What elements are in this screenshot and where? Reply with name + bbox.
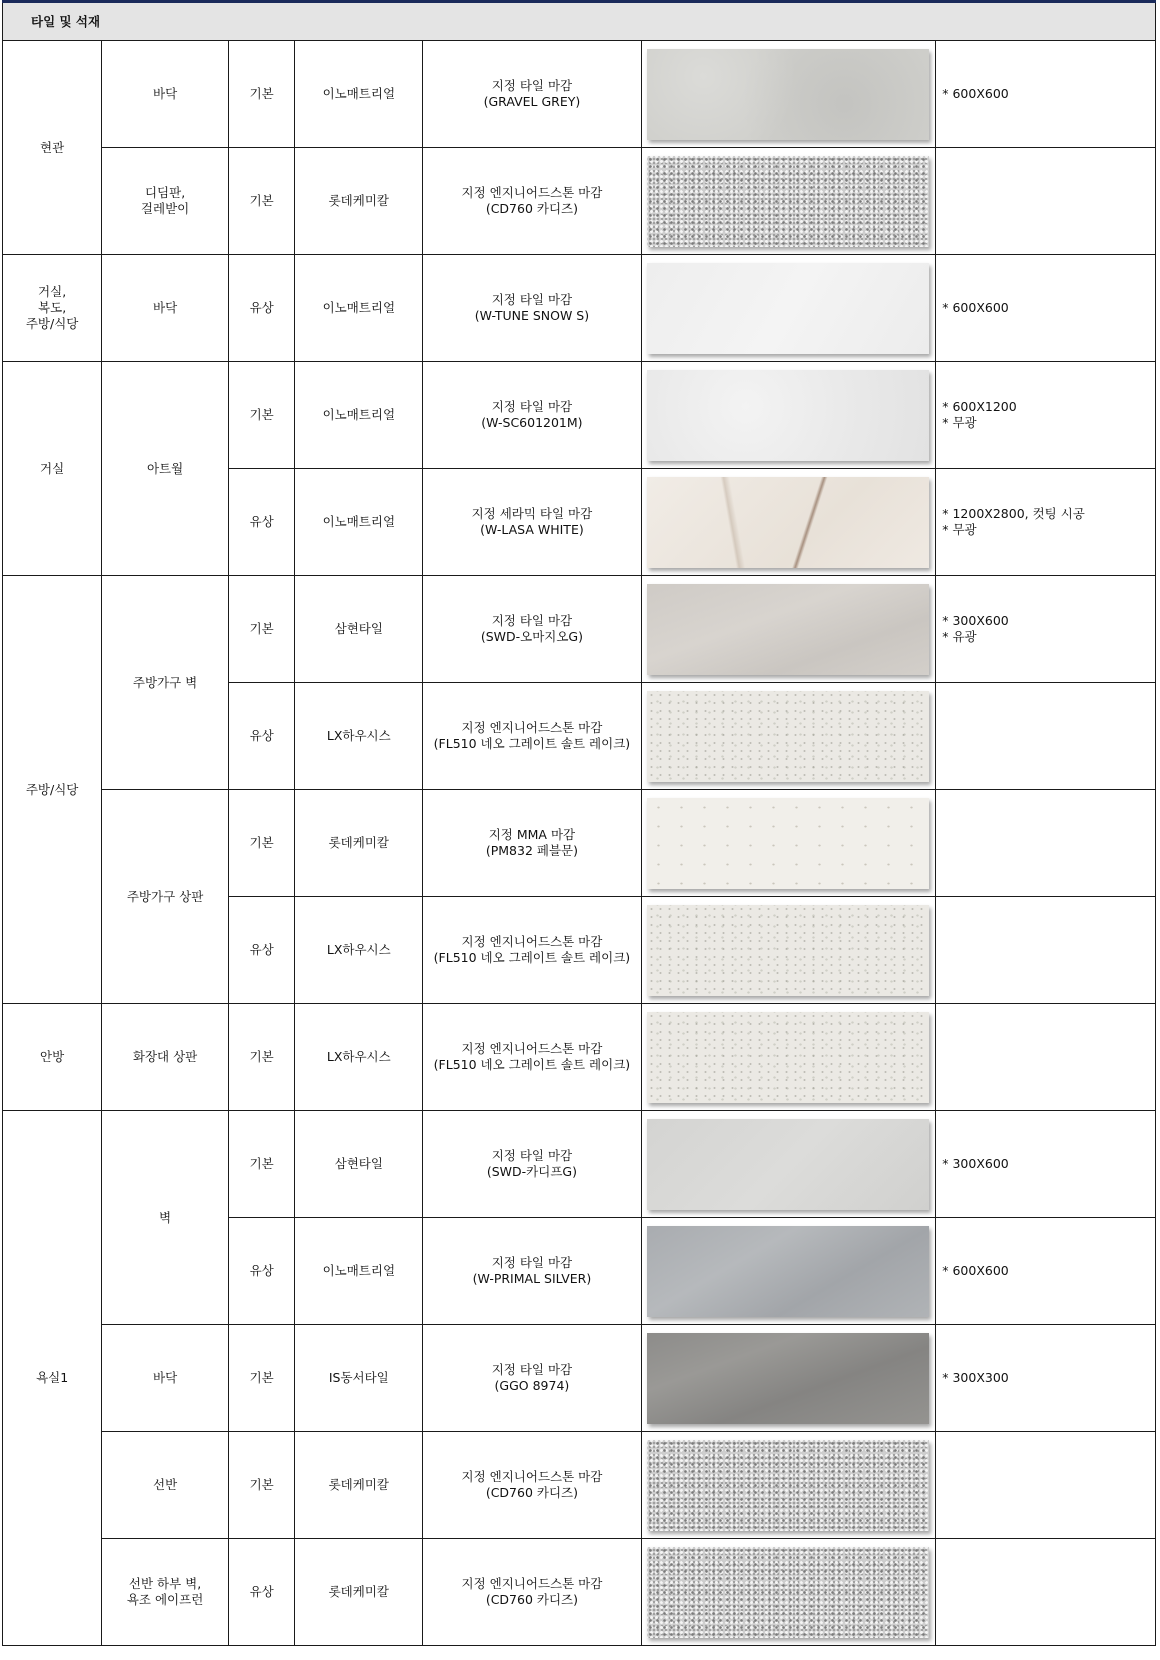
finish-spec-table <box>2 0 1156 1646</box>
maker-cell: LX하우시스 <box>295 897 423 1004</box>
maker-cell: 롯데케미칼 <box>295 1432 423 1539</box>
note-cell: * 300X300 <box>936 1325 1156 1432</box>
swatch-cell <box>641 790 936 897</box>
part-cell: 벽 <box>102 1111 229 1325</box>
grade-cell: 기본 <box>228 1325 295 1432</box>
area-cell: 주방/식당 <box>3 576 102 1004</box>
finish-cell: 지정 타일 마감 (GGO 8974) <box>423 1325 642 1432</box>
swatch-cell <box>641 1218 936 1325</box>
maker-cell: 이노매트리얼 <box>295 255 423 362</box>
maker-cell: 삼현타일 <box>295 1111 423 1218</box>
finish-cell: 지정 세라믹 타일 마감 (W-LASA WHITE) <box>423 469 642 576</box>
maker-cell: 이노매트리얼 <box>295 469 423 576</box>
grade-cell: 기본 <box>228 790 295 897</box>
note-cell: * 1200X2800, 컷팅 시공 * 무광 <box>936 469 1156 576</box>
swd-omaggio-swatch <box>647 584 929 675</box>
maker-cell: LX하우시스 <box>295 683 423 790</box>
ggo-8974-swatch <box>647 1333 929 1424</box>
finish-cell: 지정 타일 마감 (W-PRIMAL SILVER) <box>423 1218 642 1325</box>
grade-cell: 기본 <box>228 1432 295 1539</box>
maker-cell: 이노매트리얼 <box>295 362 423 469</box>
fl510-swatch <box>647 691 929 782</box>
note-cell: * 300X600 <box>936 1111 1156 1218</box>
area-cell: 욕실1 <box>3 1111 102 1646</box>
finish-cell: 지정 타일 마감 (W-TUNE SNOW S) <box>423 255 642 362</box>
w-primal-silver-swatch <box>647 1226 929 1317</box>
part-cell: 바닥 <box>102 255 229 362</box>
gravel-grey-swatch <box>647 49 929 140</box>
note-cell <box>936 1432 1156 1539</box>
swatch-cell <box>641 683 936 790</box>
w-sc601201m-swatch <box>647 370 929 461</box>
finish-cell: 지정 MMA 마감 (PM832 페블문) <box>423 790 642 897</box>
grade-cell: 기본 <box>228 1111 295 1218</box>
part-cell: 선반 <box>102 1432 229 1539</box>
finish-cell: 지정 타일 마감 (GRAVEL GREY) <box>423 41 642 148</box>
note-cell: * 600X600 <box>936 1218 1156 1325</box>
part-cell: 바닥 <box>102 41 229 148</box>
swatch-cell <box>641 255 936 362</box>
finish-cell: 지정 엔지니어드스톤 마감 (CD760 카디즈) <box>423 148 642 255</box>
maker-cell: 이노매트리얼 <box>295 1218 423 1325</box>
finish-cell: 지정 타일 마감 (W-SC601201M) <box>423 362 642 469</box>
grade-cell: 기본 <box>228 362 295 469</box>
finish-cell: 지정 엔지니어드스톤 마감 (FL510 네오 그레이트 솔트 레이크) <box>423 897 642 1004</box>
finish-cell: 지정 타일 마감 (SWD-오마지오G) <box>423 576 642 683</box>
swatch-cell <box>641 148 936 255</box>
fl510-swatch <box>647 1012 929 1103</box>
table-row <box>3 1325 1156 1432</box>
table-row <box>3 1539 1156 1646</box>
table-row <box>3 1432 1156 1539</box>
fl510-swatch <box>647 905 929 996</box>
maker-cell: 롯데케미칼 <box>295 148 423 255</box>
swatch-cell <box>641 1539 936 1646</box>
grade-cell: 기본 <box>228 41 295 148</box>
table-row <box>3 790 1156 897</box>
swatch-cell <box>641 897 936 1004</box>
part-cell: 화장대 상판 <box>102 1004 229 1111</box>
cd760-swatch <box>647 1440 929 1531</box>
table-row <box>3 1111 1156 1218</box>
grade-cell: 유상 <box>228 255 295 362</box>
note-cell: * 300X600 * 유광 <box>936 576 1156 683</box>
finish-cell: 지정 엔지니어드스톤 마감 (FL510 네오 그레이트 솔트 레이크) <box>423 1004 642 1111</box>
part-cell: 주방가구 벽 <box>102 576 229 790</box>
finish-cell: 지정 엔지니어드스톤 마감 (CD760 카디즈) <box>423 1539 642 1646</box>
note-cell: * 600X1200 * 무광 <box>936 362 1156 469</box>
maker-cell: 롯데케미칼 <box>295 1539 423 1646</box>
maker-cell: LX하우시스 <box>295 1004 423 1111</box>
note-cell <box>936 1004 1156 1111</box>
grade-cell: 유상 <box>228 469 295 576</box>
finish-cell: 지정 엔지니어드스톤 마감 (CD760 카디즈) <box>423 1432 642 1539</box>
part-cell: 디딤판, 걸레받이 <box>102 148 229 255</box>
table-row <box>3 1004 1156 1111</box>
note-cell <box>936 897 1156 1004</box>
swatch-cell <box>641 1111 936 1218</box>
area-cell: 거실 <box>3 362 102 576</box>
swatch-cell <box>641 1432 936 1539</box>
swatch-cell <box>641 576 936 683</box>
grade-cell: 기본 <box>228 1004 295 1111</box>
w-lasa-white-swatch <box>647 477 929 568</box>
w-tune-snow-swatch <box>647 263 929 354</box>
swatch-cell <box>641 1325 936 1432</box>
area-cell: 안방 <box>3 1004 102 1111</box>
swd-kadiff-swatch <box>647 1119 929 1210</box>
part-cell: 바닥 <box>102 1325 229 1432</box>
cd760-swatch <box>647 1547 929 1638</box>
swatch-cell <box>641 1004 936 1111</box>
note-cell <box>936 683 1156 790</box>
grade-cell: 유상 <box>228 1218 295 1325</box>
finish-cell: 지정 타일 마감 (SWD-카디프G) <box>423 1111 642 1218</box>
table-row <box>3 148 1156 255</box>
note-cell <box>936 1539 1156 1646</box>
note-cell <box>936 790 1156 897</box>
maker-cell: IS동서타일 <box>295 1325 423 1432</box>
swatch-cell <box>641 469 936 576</box>
maker-cell: 롯데케미칼 <box>295 790 423 897</box>
note-cell <box>936 148 1156 255</box>
grade-cell: 기본 <box>228 148 295 255</box>
part-cell: 주방가구 상판 <box>102 790 229 1004</box>
table-row <box>3 41 1156 148</box>
grade-cell: 유상 <box>228 1539 295 1646</box>
maker-cell: 이노매트리얼 <box>295 41 423 148</box>
finish-cell: 지정 엔지니어드스톤 마감 (FL510 네오 그레이트 솔트 레이크) <box>423 683 642 790</box>
table-row <box>3 576 1156 683</box>
maker-cell: 삼현타일 <box>295 576 423 683</box>
cd760-swatch <box>647 156 929 247</box>
table-row <box>3 362 1156 469</box>
swatch-cell <box>641 41 936 148</box>
section-title: 타일 및 석재 <box>3 2 1156 41</box>
note-cell: * 600X600 <box>936 255 1156 362</box>
swatch-cell <box>641 362 936 469</box>
part-cell: 선반 하부 벽, 욕조 에이프런 <box>102 1539 229 1646</box>
grade-cell: 기본 <box>228 576 295 683</box>
note-cell: * 600X600 <box>936 41 1156 148</box>
part-cell: 아트월 <box>102 362 229 576</box>
section-header-row <box>3 2 1156 41</box>
area-cell: 거실, 복도, 주방/식당 <box>3 255 102 362</box>
pm832-swatch <box>647 798 929 889</box>
area-cell: 현관 <box>3 41 102 255</box>
table-row <box>3 255 1156 362</box>
grade-cell: 유상 <box>228 897 295 1004</box>
grade-cell: 유상 <box>228 683 295 790</box>
